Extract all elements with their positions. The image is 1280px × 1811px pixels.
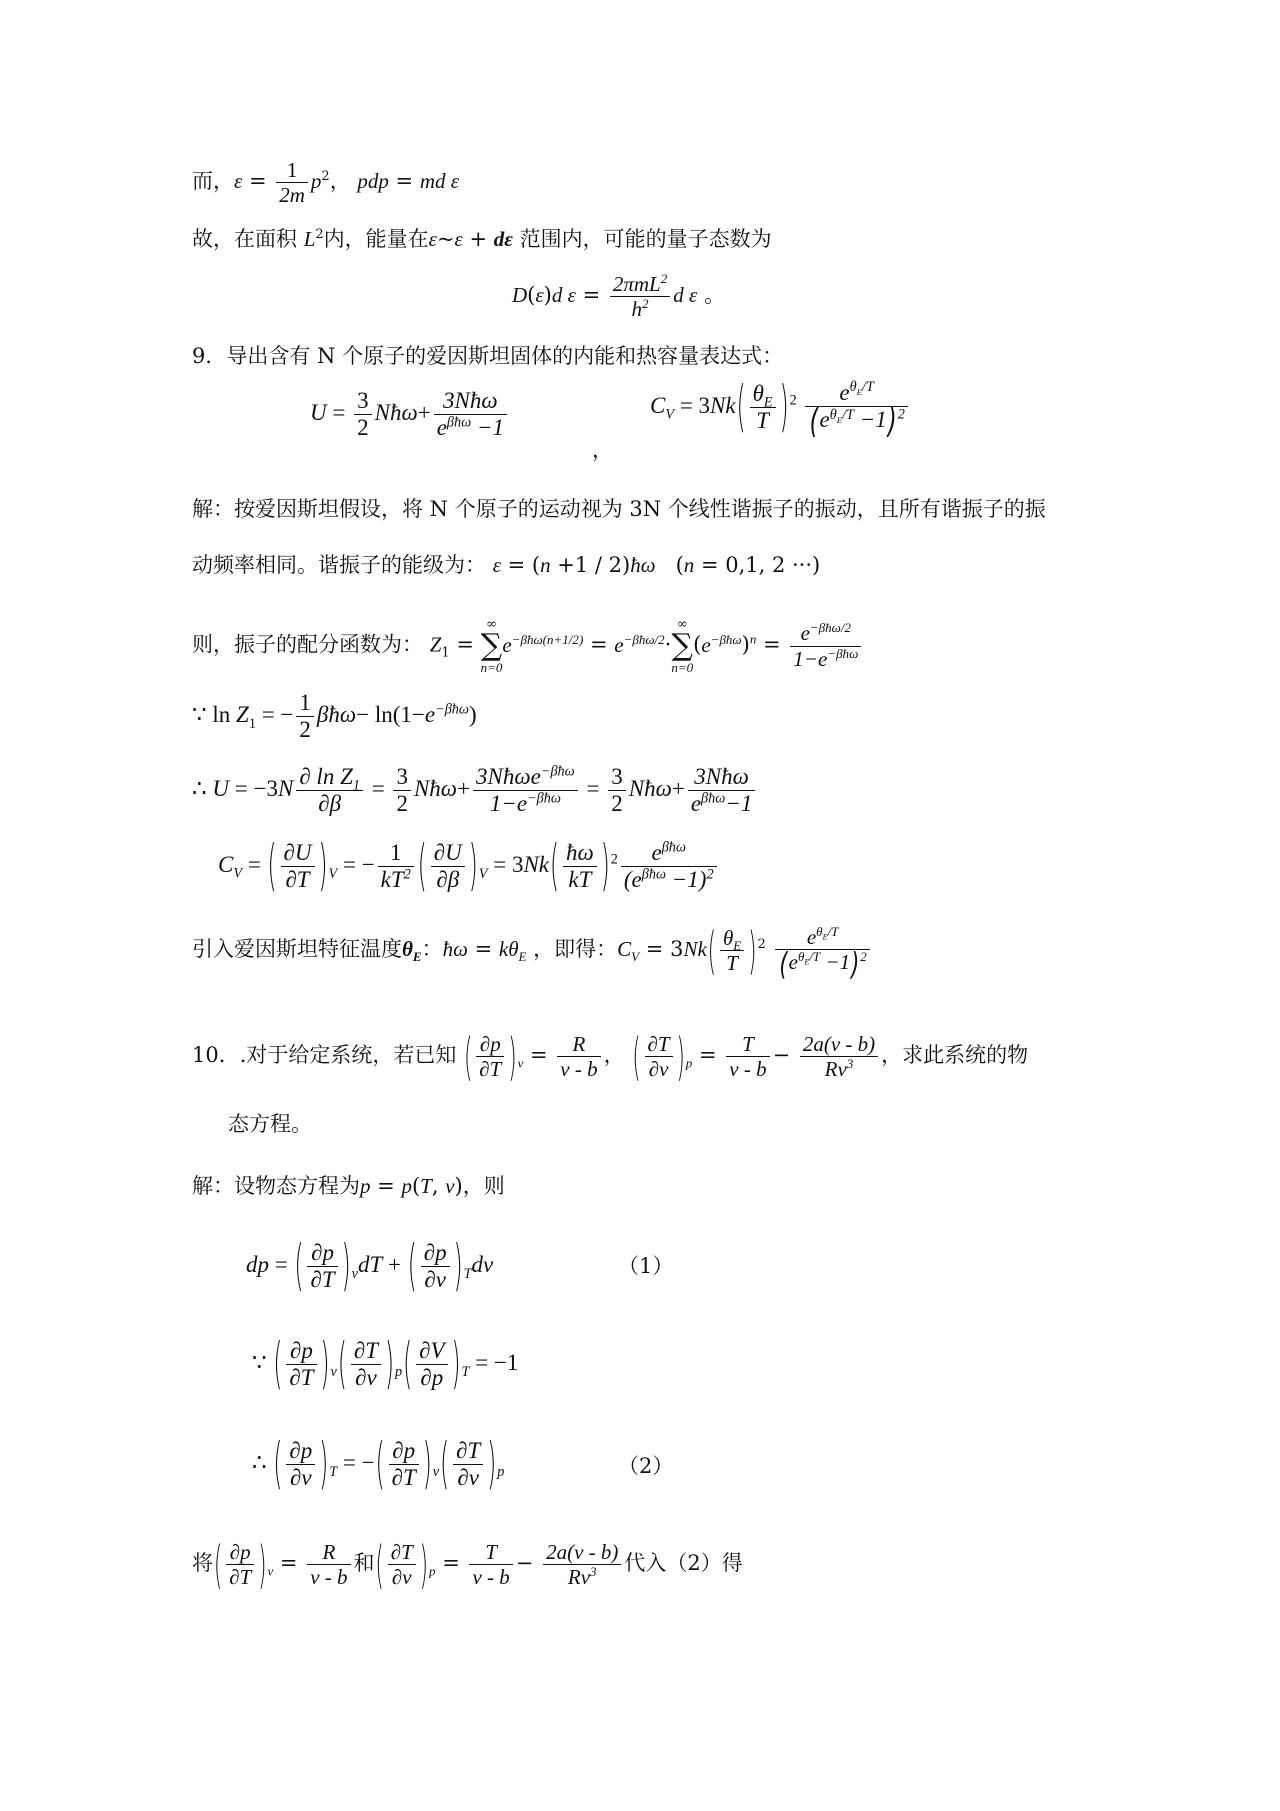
equation-internal-energy-target: U = $\frac{3}{2}$ Nħω+ $\frac{\text{3Nħω}}{e^{\beta ħ\omega} -1}$ bbox=[310, 388, 510, 442]
question-10-continued: 态方程。 bbox=[228, 1112, 312, 1136]
equation-density-of-states: D(ε)d ε = $\frac{2\pi mL^2}{h^2}$ d ε 。 bbox=[512, 271, 725, 322]
equation-heat-capacity-target: $C_V = 3Nk$( $\frac{\theta_E}{T}$ )$^2$ $\frac{e^{\theta_E/T}}{(e^{\theta_E/T} -1)^2}$ bbox=[650, 380, 911, 435]
equation-dp: dp = ( $\frac{\partial p}{\partial T}$ )$_vdT$ + ( $\frac{\partial p}{\partial v}$ )$_Tdv$ bbox=[246, 1235, 494, 1299]
equation-ln-z: ∵ $\ln Z_1$ = − $\frac{1}{2}$ βħω− $\ln(1-e^{-\beta ħ\omega})$ bbox=[192, 690, 477, 743]
line-area-states: 故，在面积 $L^2$内，能量在ε~ε + dε 范围内，可能的量子态数为 bbox=[192, 227, 772, 251]
solution-9-einstein-temperature: 引入爱因斯坦特征温度$\theta_E$：ħω = $k\theta_E$ ，即得：$C_V = 3Nk$( $\frac{\theta_E}{T}$ )$^2$ $\frac{e^{\theta_E/T}}{(e^{\theta_E/T} -1)^2}$ bbox=[192, 925, 873, 976]
comma: ， bbox=[592, 438, 613, 462]
equation-number-1: （1） bbox=[618, 1254, 674, 1278]
equation-cyclic-relation: ∵ ( $\frac{\partial p}{\partial T}$ )$_v$( $\frac{\partial T}{\partial v}$ )$_p$( $\frac{\partial V}{\partial p}$ )$_T = -1$ bbox=[252, 1333, 519, 1397]
question-9: 9．导出含有 N 个原子的爱因斯坦固体的内能和热容量表达式： bbox=[192, 344, 784, 368]
equation-number-2: （2） bbox=[618, 1454, 674, 1478]
equation-dp-dv: ∴ ( $\frac{\partial p}{\partial v}$ )$_T$ = −( $\frac{\partial p}{\partial T}$ )$_v$( $\frac{\partial T}{\partial v}$ )$_p$ bbox=[252, 1433, 505, 1497]
equation-internal-energy: ∴ U = −3N $\frac{\partial \ln Z_1}{\partial\beta}$ = $\frac{3}{2}$ Nħω+ $\frac{3Nħ\omega e^{-\beta ħ\omega}}{1-e^{-\beta ħ\omega}}$ = $\frac{3}{2}$ Nħω+ $\frac{\text{3Nħω}}{e^{\beta ħ\omega}-1}$ bbox=[192, 764, 758, 818]
solution-10-intro: 解：设物态方程为p = p(T, v)，则 bbox=[192, 1174, 505, 1198]
equation-heat-capacity: $C_V$ = ( $\frac{\partial U}{\partial T}$ )$_V$ = − $\frac{1}{kT^2}$ ( $\frac{\partial U}{\partial\beta}$ )$_V = 3Nk$( $\frac{ħ\omega}{kT}$ )$^2$ $\frac{e^{\beta ħ\omega}}{(e^{\beta ħ\omega} -1)^2}$ bbox=[218, 840, 720, 894]
solution-9-partition-function: 则，振子的配分函数为： $Z_1$ = ∞ ∑ n=0 $e^{-\beta ħ\omega(n+1/2)} = e^{-\beta ħ\omega/2}\cdot$ ∞ ∑ n=0 $(e^{-\beta ħ\omega})^n$ = $\frac{e^{-\beta ħ\omega/2}}{1-e^{-\beta ħ\omega}}$ bbox=[192, 618, 864, 674]
line-energy-relation: 而，ε = $\frac{1}{2m}$ $p^2$， pdp = md ε bbox=[192, 158, 460, 208]
solution-9-line-2: 动频率相同。谐振子的能级为： ε = (n +1 / 2)ħω (n = 0,1, 2 ···) bbox=[192, 553, 821, 577]
solution-10-substitute: 将( $\frac{\partial p}{\partial T}$ )$_v$ = $\frac{R}{v - b}$ 和( $\frac{\partial T}{\partial v}$ )$_p$ = $\frac{T}{v - b}$ − $\frac{2a(v - b)}{Rv^3}$ 代入（2）得 bbox=[192, 1535, 743, 1594]
solution-9-line-1: 解：按爱因斯坦假设，将 N 个原子的运动视为 3N 个线性谐振子的振动，且所有谐振子的振 bbox=[192, 497, 1046, 521]
question-10: 10．.对于给定系统，若已知 ( $\frac{\partial p}{\partial T}$ )$_v$ = $\frac{R}{v - b}$ ， ( $\frac{\partial T}{\partial v}$ )$_p$ = $\frac{T}{v - b}$ − $\frac{2a(v - b)}{Rv^3}$ ，求此系统的物 bbox=[192, 1027, 1029, 1086]
